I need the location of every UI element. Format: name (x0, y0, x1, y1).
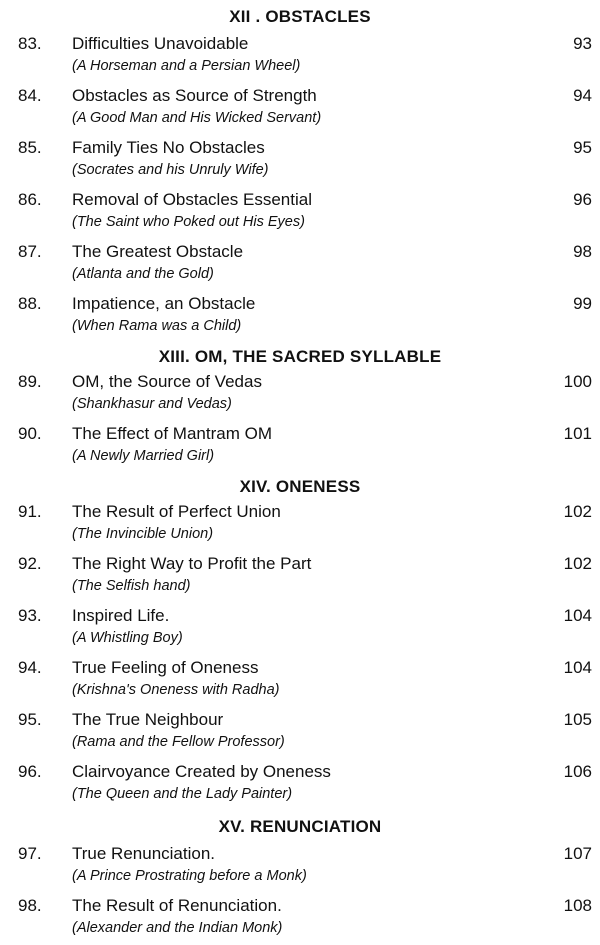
entry-title: Clairvoyance Created by Oneness (72, 762, 331, 781)
entry-story: (A Good Man and His Wicked Servant) (72, 110, 322, 126)
entry-page-number: 106 (563, 762, 592, 781)
entry-story: (The Selfish hand) (72, 578, 191, 594)
entry-number: 84. (18, 86, 42, 105)
entry-story: (Socrates and his Unruly Wife) (72, 162, 269, 178)
entry-number: 86. (18, 190, 42, 209)
toc-entry (0, 761, 600, 809)
section-title: XV. RENUNCIATION (218, 817, 382, 836)
entry-number: 87. (18, 242, 42, 261)
entry-title: The Result of Renunciation. (72, 896, 282, 915)
toc-entry (0, 709, 600, 757)
entry-number: 95. (18, 710, 42, 729)
entry-story: (A Newly Married Girl) (72, 448, 215, 464)
toc-entry (0, 605, 600, 653)
entry-number: 85. (18, 138, 42, 157)
entry-story: (The Invincible Union) (72, 526, 214, 542)
entry-story: (Krishna's Oneness with Radha) (72, 682, 280, 698)
entry-page-number: 94 (573, 86, 592, 105)
entry-title: Difficulties Unavoidable (72, 34, 249, 53)
entry-title: Family Ties No Obstacles (72, 138, 265, 157)
toc-entry (0, 895, 600, 943)
entry-title: The Result of Perfect Union (72, 502, 281, 521)
toc-entry (0, 241, 600, 289)
toc-entry (0, 85, 600, 133)
entry-story: (The Queen and the Lady Painter) (72, 786, 293, 802)
entry-title: The Effect of Mantram OM (72, 424, 272, 443)
toc-entry (0, 371, 600, 419)
entry-number: 94. (18, 658, 42, 677)
toc-entry (0, 657, 600, 705)
entry-number: 98. (18, 896, 42, 915)
entry-number: 92. (18, 554, 42, 573)
entry-page-number: 108 (563, 896, 592, 915)
entry-number: 88. (18, 294, 42, 313)
entry-story: (A Horseman and a Persian Wheel) (72, 58, 301, 74)
entry-story: (Alexander and the Indian Monk) (72, 920, 283, 936)
toc-entry (0, 293, 600, 341)
entry-page-number: 101 (563, 424, 592, 443)
toc-entry (0, 137, 600, 185)
section-title: XII . OBSTACLES (229, 7, 371, 26)
entry-page-number: 98 (573, 242, 592, 261)
entry-title: True Feeling of Oneness (72, 658, 259, 677)
entry-page-number: 100 (563, 372, 592, 391)
entry-number: 96. (18, 762, 42, 781)
entry-number: 83. (18, 34, 42, 53)
entry-title: Impatience, an Obstacle (72, 294, 256, 313)
entry-story: (When Rama was a Child) (72, 318, 242, 334)
entry-story: (A Prince Prostrating before a Monk) (72, 868, 307, 884)
entry-page-number: 104 (563, 606, 592, 625)
entry-number: 91. (18, 502, 42, 521)
entry-number: 89. (18, 372, 42, 391)
toc-entry (0, 423, 600, 471)
entry-title: Removal of Obstacles Essential (72, 190, 312, 209)
entry-page-number: 93 (573, 34, 592, 53)
entry-title: True Renunciation. (72, 844, 216, 863)
toc-entry (0, 501, 600, 549)
entry-title: Obstacles as Source of Strength (72, 86, 317, 105)
entry-number: 97. (18, 844, 42, 863)
entry-story: (The Saint who Poked out His Eyes) (72, 214, 305, 230)
entry-title: The True Neighbour (72, 710, 224, 729)
entry-title: The Right Way to Profit the Part (72, 554, 312, 573)
entry-number: 93. (18, 606, 42, 625)
entry-title: The Greatest Obstacle (72, 242, 244, 261)
entry-title: Inspired Life. (72, 606, 170, 625)
entry-page-number: 104 (563, 658, 592, 677)
entry-title: OM, the Source of Vedas (72, 372, 262, 391)
toc-entry (0, 33, 600, 81)
entry-page-number: 107 (563, 844, 592, 863)
entry-number: 90. (18, 424, 42, 443)
entry-story: (Shankhasur and Vedas) (72, 396, 232, 412)
entry-story: (Atlanta and the Gold) (72, 266, 214, 282)
entry-page-number: 102 (563, 554, 592, 573)
toc-entry (0, 843, 600, 891)
section-title: XIII. OM, THE SACRED SYLLABLE (158, 347, 442, 366)
toc-entry (0, 189, 600, 237)
toc-entry (0, 553, 600, 601)
entry-page-number: 99 (573, 294, 592, 313)
entry-page-number: 96 (573, 190, 592, 209)
entry-story: (Rama and the Fellow Professor) (72, 734, 285, 750)
entry-story: (A Whistling Boy) (72, 630, 183, 646)
entry-page-number: 95 (573, 138, 592, 157)
entry-page-number: 105 (563, 710, 592, 729)
section-title: XIV. ONENESS (239, 477, 361, 496)
entry-page-number: 102 (563, 502, 592, 521)
